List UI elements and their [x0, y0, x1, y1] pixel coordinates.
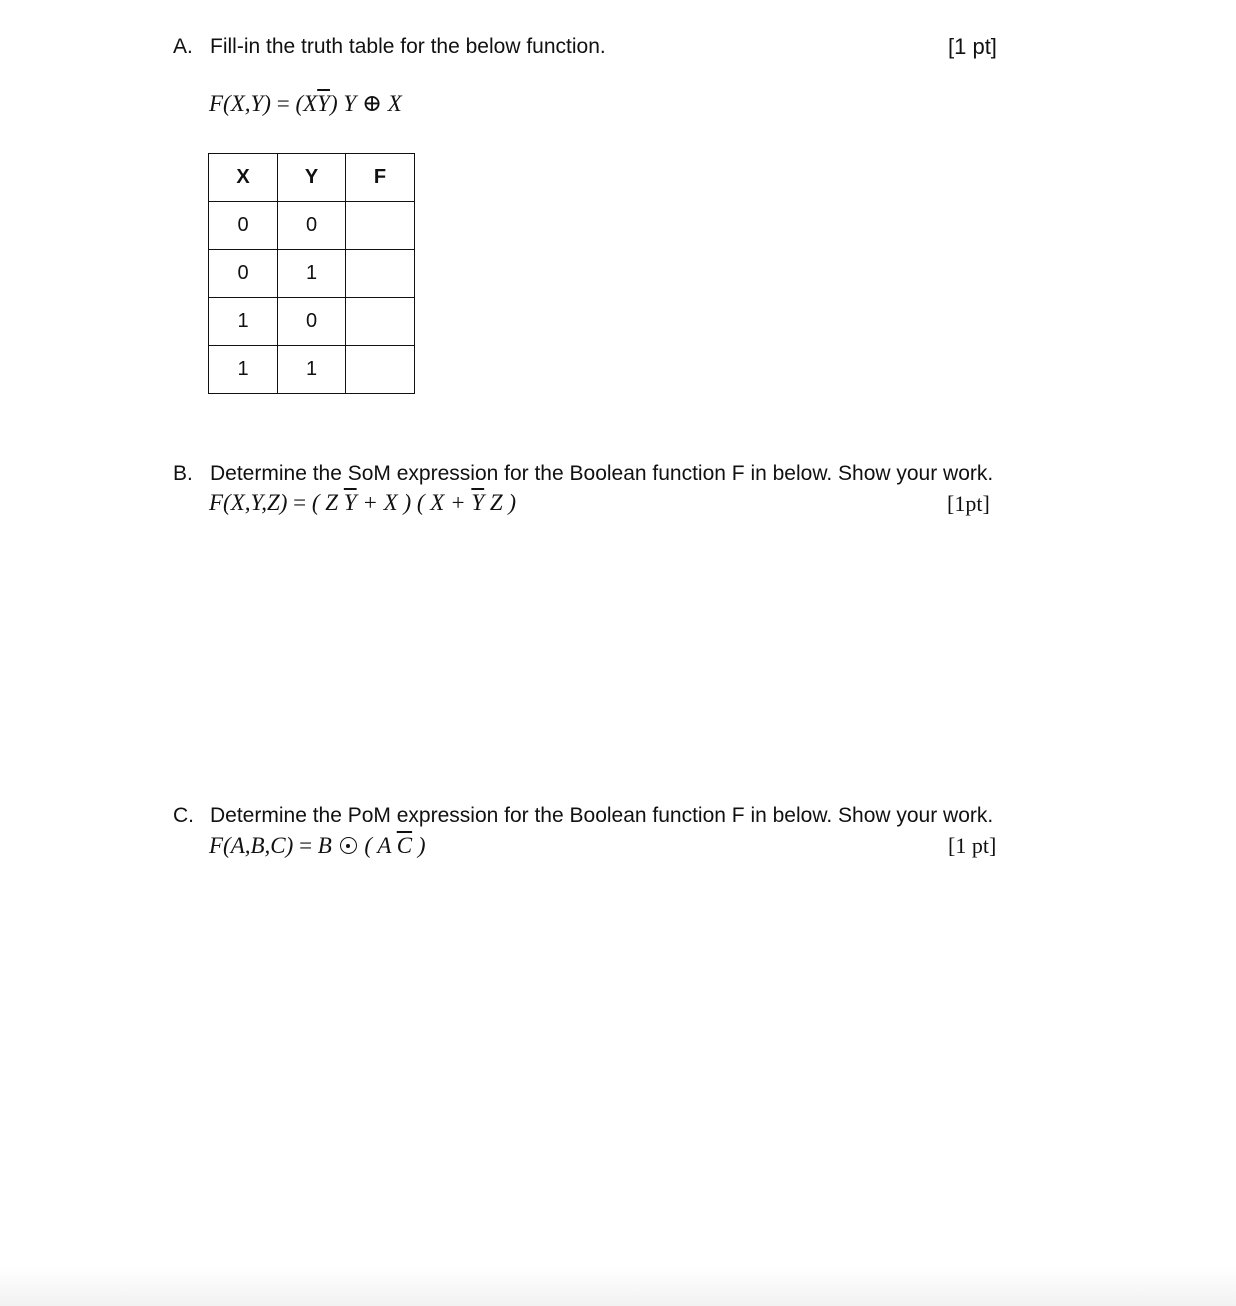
- question-a-equals: =: [276, 91, 290, 116]
- question-b-function: [209, 489, 516, 517]
- truth-table-cell-f[interactable]: [346, 250, 415, 298]
- truth-table-row: [209, 250, 415, 298]
- question-b-points: [1pt]: [947, 491, 990, 516]
- question-a-y: Y: [343, 91, 357, 116]
- question-c-open: ( A: [364, 833, 397, 858]
- question-b-term2-ybar: $\overline{Y}$: [471, 490, 485, 515]
- truth-table-cell-y: 0: [278, 298, 346, 346]
- question-b-term1-rest: + X ): [356, 490, 412, 515]
- question-c-letter: C.: [173, 804, 194, 827]
- question-a-x: X: [387, 91, 402, 116]
- truth-table-row: [209, 346, 415, 394]
- question-b-term2-rest: Z ): [484, 490, 517, 515]
- question-b-term2-open: ( X +: [411, 490, 472, 515]
- question-c-close: ): [412, 833, 426, 858]
- truth-table-cell-y: 1: [278, 250, 346, 298]
- question-b-equals: =: [293, 490, 307, 515]
- question-a-open: (X: [295, 91, 318, 116]
- question-b-text: Determine the SoM expression for the Boolean function F in below. Show your work.: [210, 462, 994, 485]
- xnor-operator-icon: [340, 837, 357, 854]
- question-a-ybar: $\overline{Y}$: [317, 91, 330, 116]
- truth-table-header-row: [209, 154, 415, 202]
- question-a-text: Fill-in the truth table for the below function.: [210, 35, 606, 58]
- truth-table-cell-f[interactable]: [346, 298, 415, 346]
- question-a-points: [1 pt]: [948, 34, 997, 59]
- truth-table-header-x: X: [209, 154, 278, 202]
- question-c-equals: =: [299, 833, 313, 858]
- truth-table-cell-x: 0: [209, 250, 278, 298]
- question-c-function-lhs: F(A,B,C): [209, 833, 294, 858]
- truth-table-cell-y: 0: [278, 202, 346, 250]
- truth-table-cell-f[interactable]: [346, 202, 415, 250]
- truth-table-cell-x: 1: [209, 346, 278, 394]
- question-a-close: ): [329, 91, 338, 116]
- question-b-term1-ybar: $\overline{Y}$: [343, 490, 357, 515]
- question-c-cbar: $\overline{C}$: [396, 833, 413, 858]
- truth-table: [208, 153, 415, 394]
- question-a-function: [209, 90, 402, 118]
- xor-operator-icon: ⊕: [361, 91, 383, 117]
- question-a-letter: A.: [173, 35, 193, 58]
- truth-table-cell-y: 1: [278, 346, 346, 394]
- truth-table-row: [209, 202, 415, 250]
- question-a-function-lhs: F(X,Y): [209, 91, 271, 116]
- truth-table-header-y: Y: [278, 154, 346, 202]
- question-c-text: Determine the PoM expression for the Boolean function F in below. Show your work.: [210, 804, 994, 827]
- question-c-points: [1 pt]: [948, 833, 997, 858]
- question-c-b: B: [317, 833, 332, 858]
- question-b-letter: B.: [173, 462, 193, 485]
- truth-table-cell-x: 0: [209, 202, 278, 250]
- question-b-term1-open: ( Z: [311, 490, 344, 515]
- truth-table-cell-f[interactable]: [346, 346, 415, 394]
- truth-table-cell-x: 1: [209, 298, 278, 346]
- question-c-function: [209, 832, 426, 860]
- truth-table-header-f: F: [346, 154, 415, 202]
- truth-table-row: [209, 298, 415, 346]
- question-b-function-lhs: F(X,Y,Z): [209, 490, 288, 515]
- page-bottom-shadow: [0, 1266, 1236, 1306]
